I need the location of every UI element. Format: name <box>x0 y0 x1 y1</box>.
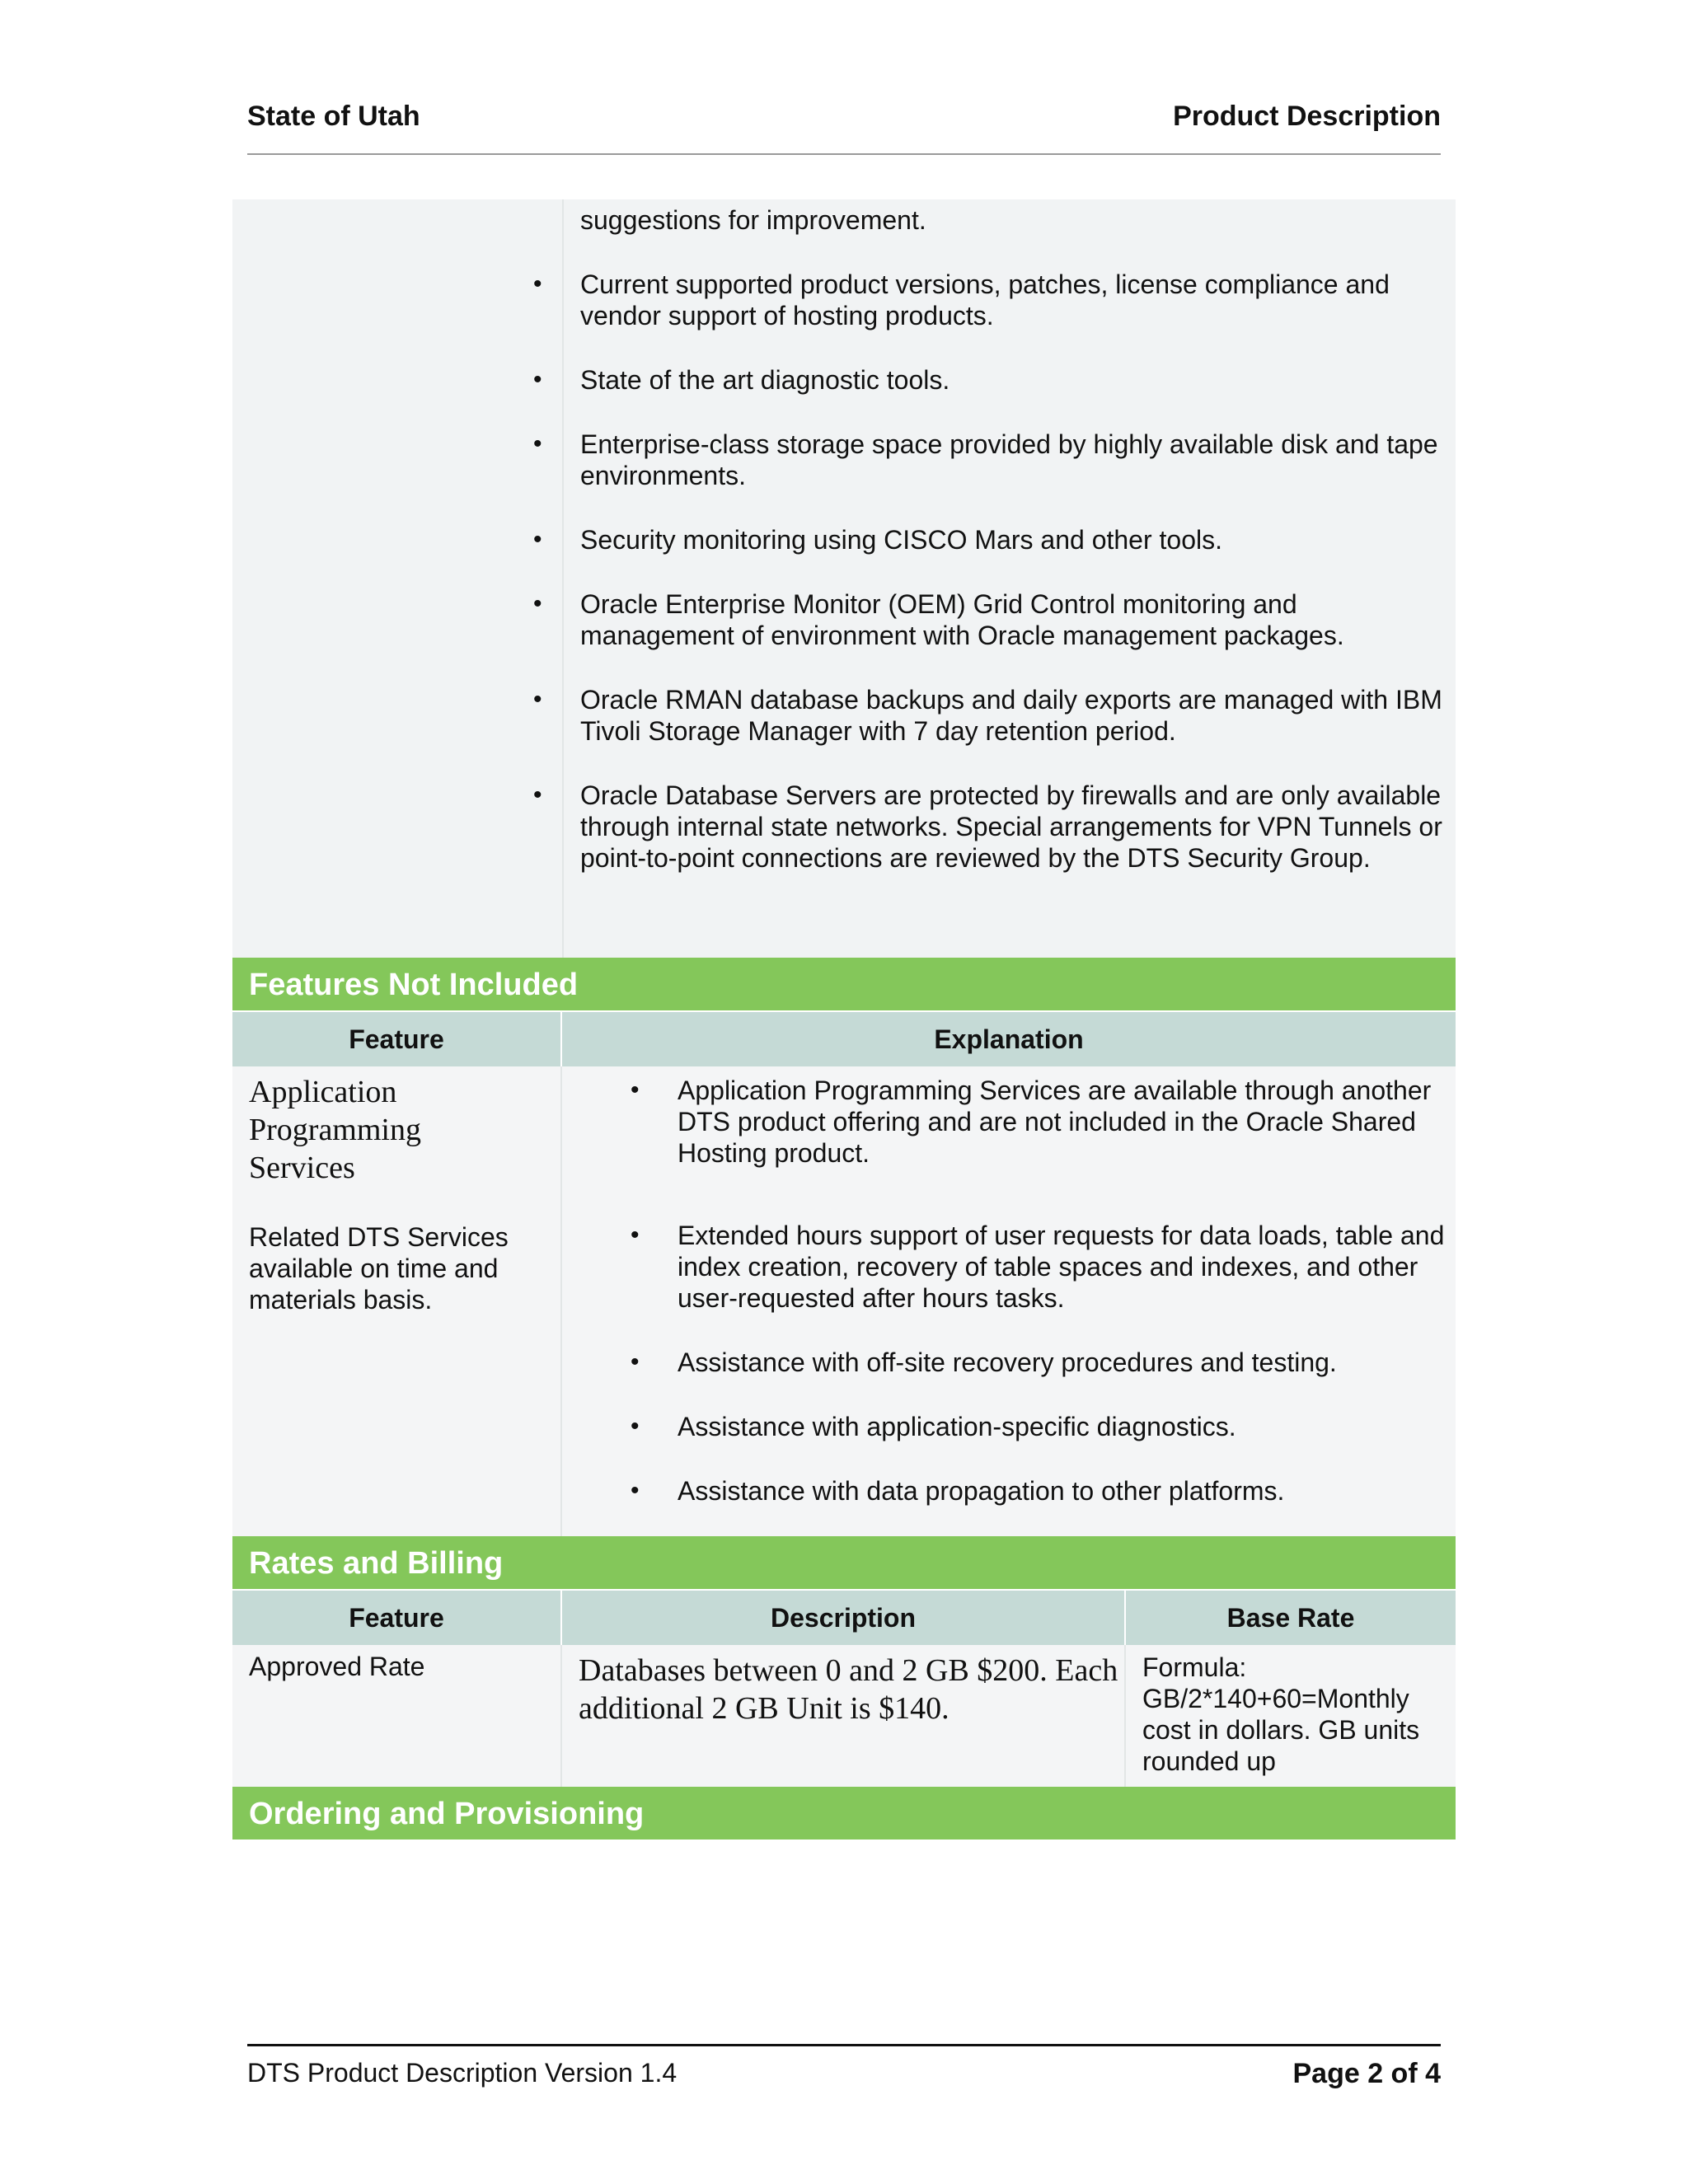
list-item: • Assistance with application-specific diagnostics. <box>631 1412 1236 1441</box>
included-features-left-cell <box>232 199 564 958</box>
ordering-provisioning-heading: Ordering and Provisioning <box>232 1787 1456 1841</box>
feature-application-programming: Application Programming Services <box>249 1075 421 1185</box>
features-not-included-left-cell <box>232 1066 562 1536</box>
list-item: • Security monitoring using CISCO Mars and other tools. <box>533 525 1222 555</box>
bullet-icon: • <box>533 366 542 393</box>
bullet-icon: • <box>533 686 542 713</box>
list-item: • Assistance with off-site recovery procedures and testing. <box>631 1347 1337 1377</box>
column-header-explanation: Explanation <box>934 1024 1084 1054</box>
list-item: • Extended hours support of user requests for data loads, table and index creation, recovery of table spaces and indexes, and other user-requested after hours tasks. <box>631 1221 1445 1313</box>
bullet-icon: • <box>631 1413 640 1440</box>
rates-billing-row <box>232 1645 1456 1787</box>
column-header-feature: Feature <box>232 1012 562 1066</box>
included-features-list <box>533 204 1456 874</box>
product-table <box>232 199 1456 1841</box>
list-item: • Enterprise-class storage space provided by highly available disk and tape environments. <box>533 429 1438 490</box>
included-features-row <box>232 199 1456 958</box>
list-item: • Assistance with data propagation to other platforms. <box>631 1476 1285 1506</box>
list-continuation: suggestions for improvement. <box>580 205 926 235</box>
list-item: • Oracle RMAN database backups and daily exports are managed with IBM Tivoli Storage Manager with 7 day retention period. <box>533 685 1442 746</box>
bullet-icon: • <box>631 1477 640 1504</box>
bullet-icon: • <box>533 430 542 457</box>
page-header <box>247 101 1441 155</box>
bullet-icon: • <box>533 781 542 808</box>
bullet-icon: • <box>533 270 542 298</box>
rate-description-cell: Databases between 0 and 2 GB $200. Each additional 2 GB Unit is $140. <box>562 1645 1126 1787</box>
bullet-icon: • <box>533 526 542 553</box>
list-item: • Application Programming Services are available through another DTS product offering and are not included in the Oracle Shared Hosting product. <box>631 1076 1432 1168</box>
features-not-included-header-row <box>232 1012 1456 1066</box>
column-header-feature: Feature <box>232 1591 562 1645</box>
explanation-list <box>631 1075 1456 1507</box>
column-header-base-rate: Base Rate <box>1226 1602 1355 1633</box>
bullet-list <box>533 269 1456 874</box>
rates-billing-heading: Rates and Billing <box>232 1536 1456 1591</box>
rate-feature-cell: Approved Rate <box>232 1645 562 1787</box>
rate-formula-cell: Formula: GB/2*140+60=Monthly cost in dollars. GB units rounded up <box>1142 1652 1420 1776</box>
footer-version: DTS Product Description Version 1.4 <box>247 2058 678 2088</box>
bullet-icon: • <box>631 1221 640 1249</box>
features-not-included-row <box>232 1066 1456 1536</box>
page-footer <box>247 2044 1441 2104</box>
list-item: • Oracle Database Servers are protected by firewalls and are only available through internal state networks. Special arrangements for VPN Tunnels or point-to-point connections are reviewed by the DTS Security Group. <box>533 780 1442 873</box>
included-features-right-cell <box>533 199 1456 958</box>
list-item: • Current supported product versions, patches, license compliance and vendor support of hosting products. <box>533 269 1390 330</box>
bullet-icon: • <box>533 590 542 617</box>
bullet-icon: • <box>631 1348 640 1376</box>
footer-page-number: Page 2 of 4 <box>1292 2058 1441 2089</box>
bullet-icon: • <box>631 1076 640 1104</box>
list-item: • State of the art diagnostic tools. <box>533 365 950 395</box>
header-organization: State of Utah <box>247 101 420 132</box>
column-header-description: Description <box>562 1591 1126 1645</box>
feature-related-dts-services: Related DTS Services available on time and materials basis. <box>249 1222 509 1315</box>
rates-billing-header-row <box>232 1591 1456 1645</box>
features-not-included-right-cell <box>562 1066 1456 1536</box>
list-item: • Oracle Enterprise Monitor (OEM) Grid Control monitoring and management of environment with Oracle management packages. <box>533 589 1344 650</box>
header-document-type: Product Description <box>1173 101 1441 132</box>
features-not-included-heading: Features Not Included <box>232 958 1456 1012</box>
